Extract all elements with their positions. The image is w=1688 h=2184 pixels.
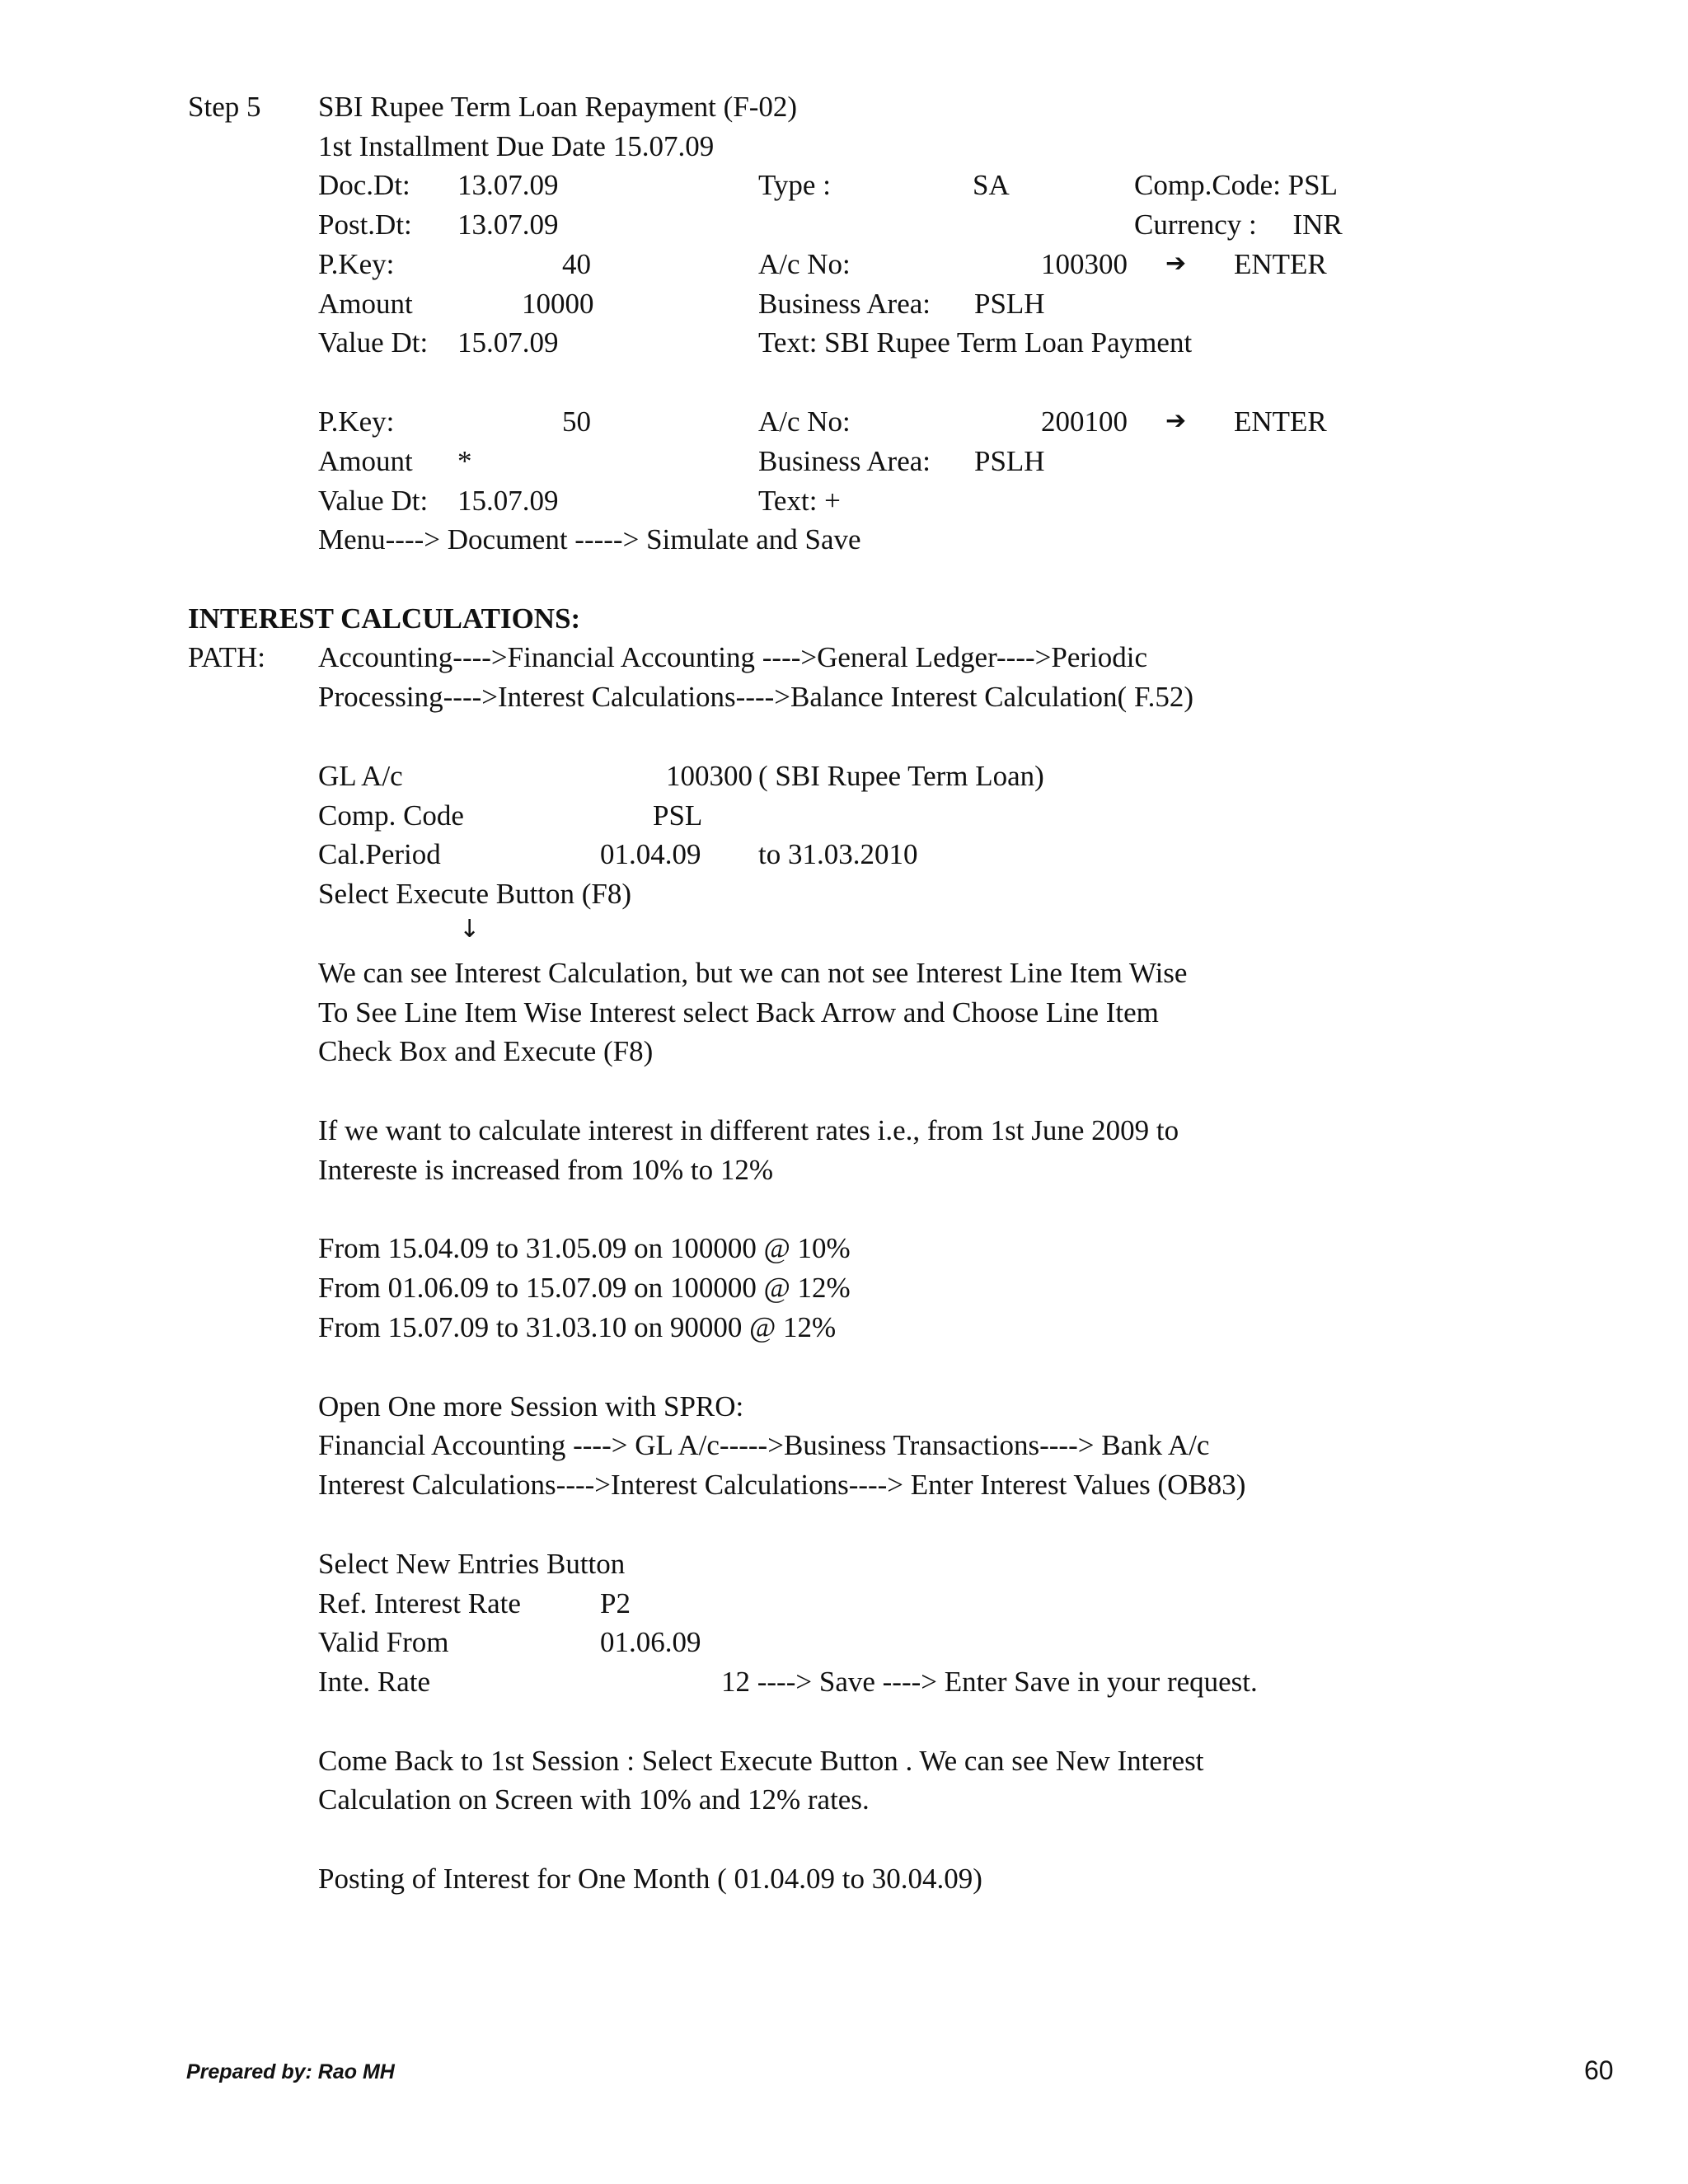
ac-no-label-1: A/c No:	[758, 248, 851, 280]
cal-period-label: Cal.Period	[318, 838, 441, 870]
value-dt-value-2: 15.07.09	[457, 485, 559, 517]
path-label: PATH:	[188, 641, 266, 673]
para2-line-2: Intereste is increased from 10% to 12%	[318, 1154, 774, 1186]
comeback-line-2: Calculation on Screen with 10% and 12% rates.	[318, 1783, 870, 1816]
inte-rate-label: Inte. Rate	[318, 1666, 431, 1698]
currency: Currency : INR	[1134, 209, 1343, 241]
arrow-down-icon: ↓	[459, 915, 481, 944]
doc-dt-label: Doc.Dt:	[318, 169, 410, 201]
arrow-right-icon: ➔	[1165, 249, 1187, 278]
comp-code-label: Comp. Code	[318, 799, 464, 832]
amount-label-2: Amount	[318, 445, 413, 477]
cal-period-to: to 31.03.2010	[758, 838, 918, 870]
pkey-label-1: P.Key:	[318, 248, 395, 280]
posting-line: Posting of Interest for One Month ( 01.04.09 to 30.04.09)	[318, 1863, 982, 1895]
doc-dt-value: 13.07.09	[457, 169, 559, 201]
menu-path: Menu----> Document -----> Simulate and Save	[318, 523, 861, 555]
execute-instruction: Select Execute Button (F8)	[318, 878, 632, 910]
spro-line-1: Open One more Session with SPRO:	[318, 1390, 744, 1422]
period-line-2: From 01.06.09 to 15.07.09 on 100000 @ 12%	[318, 1272, 851, 1304]
business-area-label-2: Business Area:	[758, 445, 931, 477]
para2-line-1: If we want to calculate interest in different rates i.e., from 1st June 2009 to	[318, 1114, 1179, 1146]
pkey-value-2: 50	[562, 405, 591, 438]
step-title: SBI Rupee Term Loan Repayment (F-02)	[318, 91, 798, 123]
para1-line-2: To See Line Item Wise Interest select Back Arrow and Choose Line Item	[318, 996, 1159, 1029]
value-dt-value-1: 15.07.09	[457, 326, 559, 359]
period-line-3: From 15.07.09 to 31.03.10 on 90000 @ 12%	[318, 1311, 837, 1343]
new-entries: Select New Entries Button	[318, 1548, 626, 1580]
comp-code-value: PSL	[653, 799, 703, 832]
path-line-2: Processing---->Interest Calculations---->Balance Interest Calculation( F.52)	[318, 681, 1194, 713]
business-area-value-2: PSLH	[974, 445, 1045, 477]
valid-from-value: 01.06.09	[600, 1626, 701, 1658]
spro-line-2: Financial Accounting ----> GL A/c----->Business Transactions----> Bank A/c	[318, 1429, 1210, 1461]
comp-code: Comp.Code: PSL	[1134, 169, 1338, 201]
enter-2: ENTER	[1234, 405, 1327, 438]
type-value: SA	[973, 169, 1010, 201]
gl-ac-desc: ( SBI Rupee Term Loan)	[758, 760, 1044, 792]
business-area-label-1: Business Area:	[758, 288, 931, 320]
path-line-1: Accounting---->Financial Accounting ---->General Ledger---->Periodic	[318, 641, 1148, 673]
arrow-right-icon: ➔	[1165, 406, 1187, 435]
ac-no-label-2: A/c No:	[758, 405, 851, 438]
cal-period-from: 01.04.09	[600, 838, 701, 870]
post-dt-value: 13.07.09	[457, 209, 559, 241]
comeback-line-1: Come Back to 1st Session : Select Execute Button . We can see New Interest	[318, 1745, 1204, 1777]
type-label: Type :	[758, 169, 831, 201]
post-dt-label: Post.Dt:	[318, 209, 412, 241]
page-number: 60	[1584, 2055, 1614, 2085]
inte-rate-value: 12 ----> Save ----> Enter Save in your request.	[721, 1666, 1258, 1698]
text-2: Text: +	[758, 485, 841, 517]
gl-ac-label: GL A/c	[318, 760, 403, 792]
due-date: 1st Installment Due Date 15.07.09	[318, 130, 715, 162]
amount-value-1: 10000	[522, 288, 594, 320]
gl-ac-value: 100300	[666, 760, 753, 792]
period-line-1: From 15.04.09 to 31.05.09 on 100000 @ 10%	[318, 1232, 851, 1264]
para1-line-1: We can see Interest Calculation, but we can not see Interest Line Item Wise	[318, 957, 1188, 989]
footer-prepared-by: Prepared by: Rao MH	[186, 2060, 395, 2083]
valid-from-label: Valid From	[318, 1626, 449, 1658]
value-dt-label-2: Value Dt:	[318, 485, 429, 517]
business-area-value-1: PSLH	[974, 288, 1045, 320]
text-1: Text: SBI Rupee Term Loan Payment	[758, 326, 1193, 359]
ac-no-value-1: 100300	[1041, 248, 1128, 280]
ref-rate-label: Ref. Interest Rate	[318, 1587, 521, 1619]
spro-line-3: Interest Calculations---->Interest Calculations----> Enter Interest Values (OB83)	[318, 1469, 1246, 1501]
step-label: Step 5	[188, 91, 261, 123]
ref-rate-value: P2	[600, 1587, 631, 1619]
ac-no-value-2: 200100	[1041, 405, 1128, 438]
amount-value-2: *	[457, 445, 472, 477]
value-dt-label-1: Value Dt:	[318, 326, 429, 359]
para1-line-3: Check Box and Execute (F8)	[318, 1035, 654, 1067]
amount-label-1: Amount	[318, 288, 413, 320]
pkey-value-1: 40	[562, 248, 591, 280]
section-heading: INTEREST CALCULATIONS:	[188, 602, 581, 635]
enter-1: ENTER	[1234, 248, 1327, 280]
pkey-label-2: P.Key:	[318, 405, 395, 438]
